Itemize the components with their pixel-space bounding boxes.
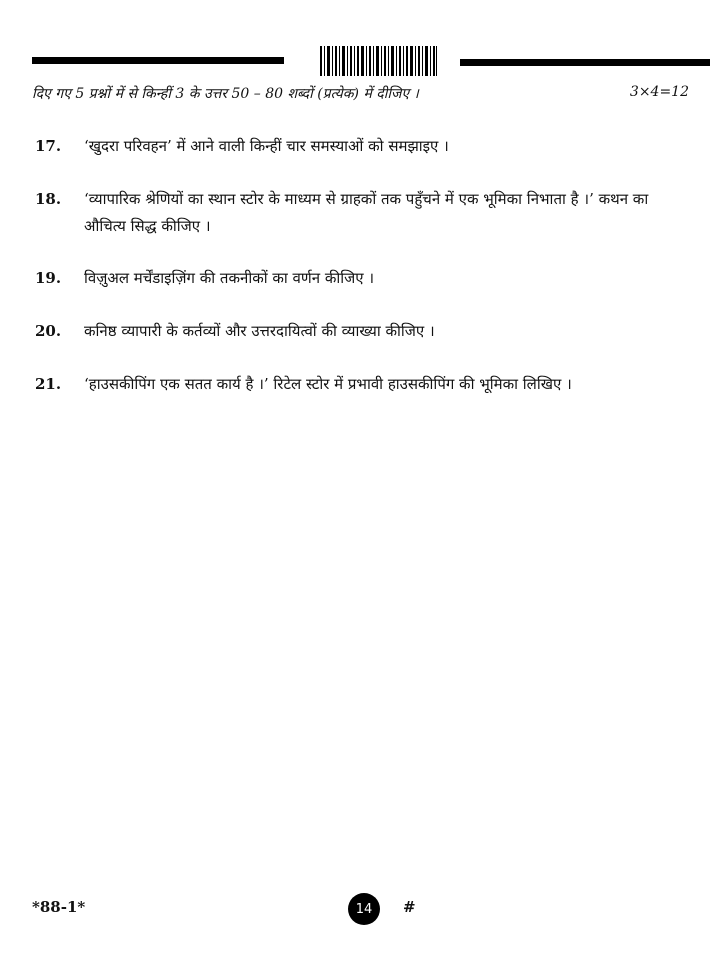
question-number: 17. — [35, 137, 62, 155]
header-rule-right — [460, 59, 710, 66]
barcode — [320, 46, 437, 76]
page-number: 14 — [348, 893, 380, 925]
paper-code: *88-1* — [32, 898, 86, 916]
question-item — [35, 133, 675, 160]
question-text: ‘खुदरा परिवहन’ में आने वाली किन्हीं चार समस्याओं को समझाइए । — [84, 137, 449, 155]
question-number: 19. — [35, 269, 62, 287]
question-item — [35, 186, 675, 240]
question-text: विज़ुअल मर्चेंडाइज़िंग की तकनीकों का वर्णन कीजिए । — [84, 269, 374, 287]
section-instruction: दिए गए 5 प्रश्नों में से किन्हीं 3 के उत्तर 50 – 80 शब्दों (प्रत्येक) में दीजिए । — [32, 86, 419, 102]
header-rule-left — [32, 57, 284, 64]
question-number: 18. — [35, 190, 62, 208]
question-item — [35, 318, 675, 345]
question-text: कनिष्ठ व्यापारी के कर्तव्यों और उत्तरदायित्वों की व्याख्या कीजिए । — [84, 322, 435, 340]
question-text: ‘व्यापारिक श्रेणियों का स्थान स्टोर के माध्यम से ग्राहकों तक पहुँचने में एक भूमिका निभाता है ।’ कथन का औचित्य सिद्ध कीजिए । — [84, 190, 649, 235]
page-hash-mark: # — [403, 898, 416, 916]
question-number: 20. — [35, 322, 62, 340]
question-item — [35, 371, 675, 398]
section-marks: 3×4=12 — [629, 84, 689, 100]
question-item — [35, 265, 675, 292]
question-text: ‘हाउसकीपिंग एक सतत कार्य है ।’ रिटेल स्टोर में प्रभावी हाउसकीपिंग की भूमिका लिखिए । — [84, 375, 572, 393]
question-number: 21. — [35, 375, 62, 393]
